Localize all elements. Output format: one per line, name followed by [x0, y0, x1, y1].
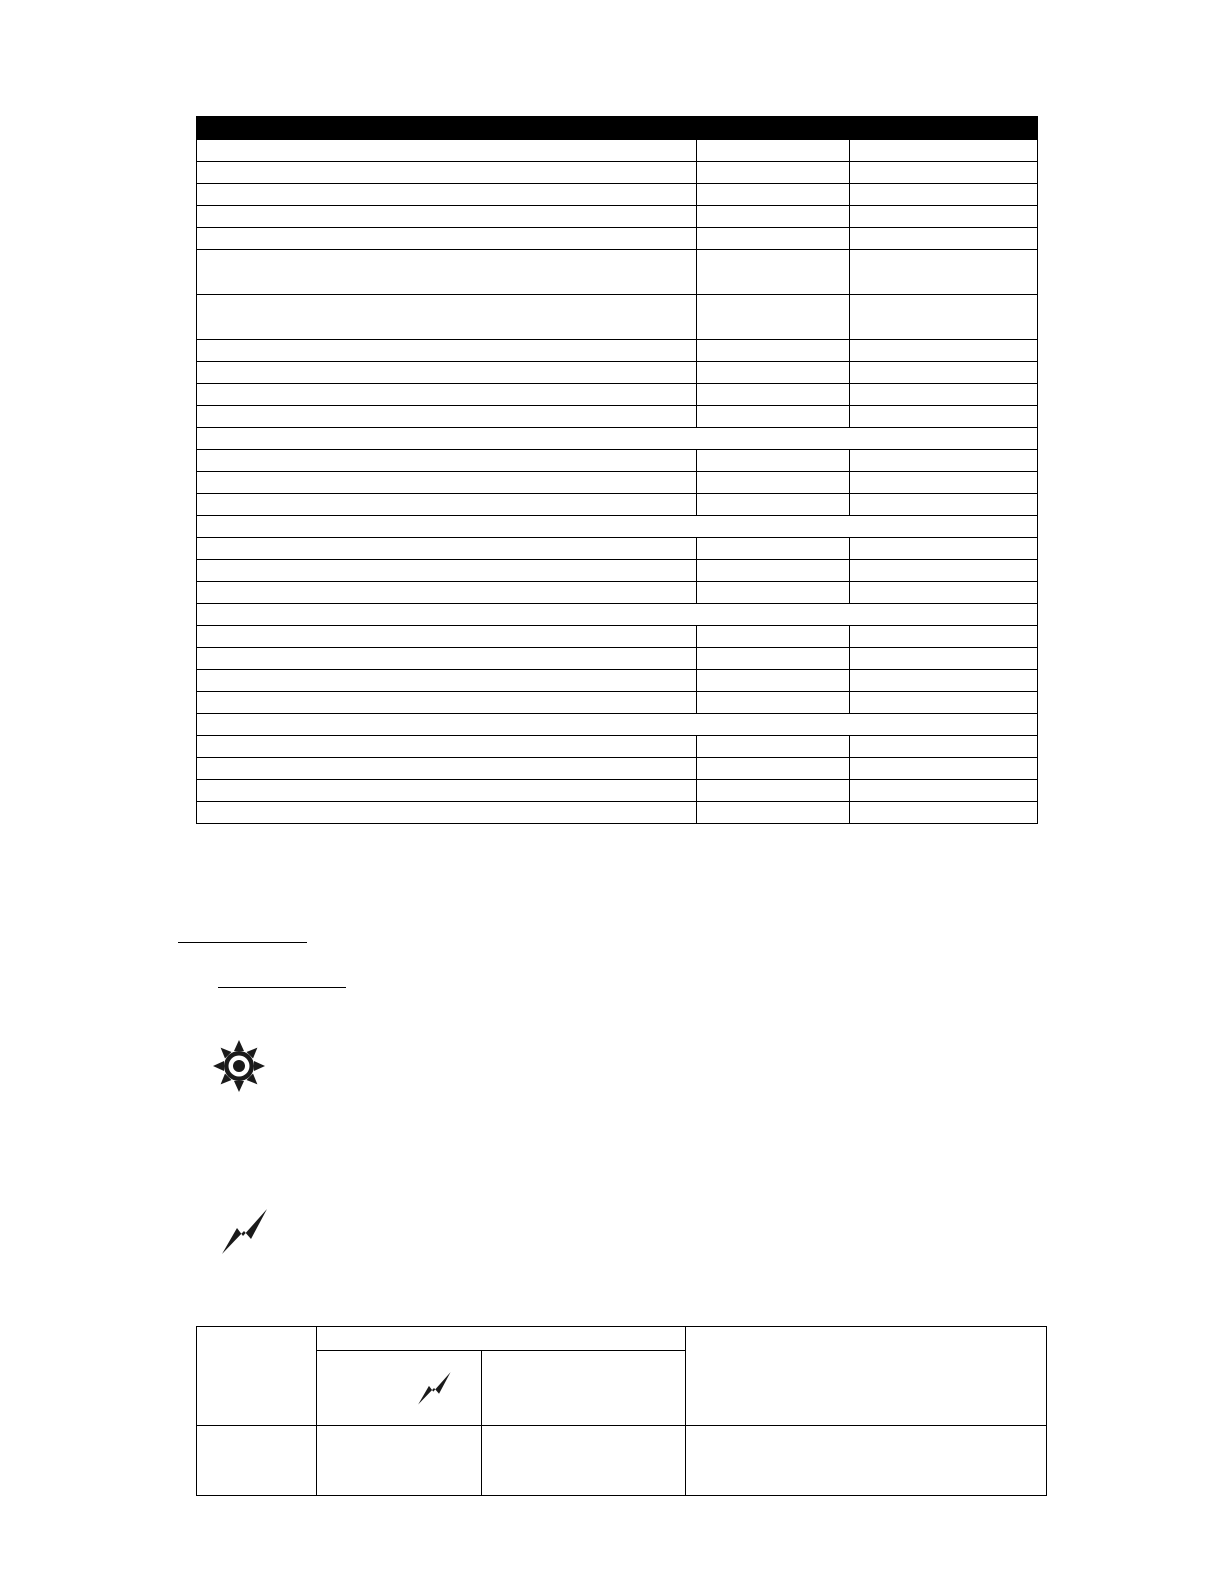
spec-table-cell	[697, 340, 850, 362]
spec-table-cell	[697, 692, 850, 714]
spec-table-cell	[697, 472, 850, 494]
spec-table-cell	[850, 340, 1038, 362]
spec-table-cell	[697, 250, 850, 295]
spec-table-cell	[850, 736, 1038, 758]
spec-table-section-row	[197, 516, 1038, 538]
spec-table-cell	[850, 626, 1038, 648]
spec-table-cell	[197, 450, 697, 472]
spec-table-cell	[850, 228, 1038, 250]
mode-table-cell	[197, 1327, 317, 1426]
spec-table-cell	[850, 250, 1038, 295]
spec-table-row	[197, 184, 1038, 206]
spec-table-row	[197, 780, 1038, 802]
spec-table-cell	[850, 670, 1038, 692]
spec-table-row	[197, 670, 1038, 692]
spec-table-cell	[697, 184, 850, 206]
spec-table-cell	[197, 494, 697, 516]
mode-table-cell	[686, 1426, 1047, 1496]
spec-table-cell	[197, 384, 697, 406]
spec-table-cell	[197, 250, 697, 295]
spec-table-row	[197, 362, 1038, 384]
spec-table-section-cell	[197, 604, 1038, 626]
spec-table-cell	[697, 384, 850, 406]
spec-table-section-cell	[197, 714, 1038, 736]
spec-table-cell	[697, 406, 850, 428]
spec-table-row	[197, 560, 1038, 582]
spec-table-cell	[697, 626, 850, 648]
sun-icon	[211, 1038, 267, 1094]
spec-table-cell	[850, 494, 1038, 516]
mode-table-cell	[482, 1426, 686, 1496]
spec-table-cell	[197, 692, 697, 714]
spec-table-cell	[197, 802, 697, 824]
spec-table-cell	[697, 560, 850, 582]
spec-table-cell	[197, 140, 697, 162]
spec-table-cell	[197, 162, 697, 184]
spec-table-cell	[197, 736, 697, 758]
spec-table-cell	[850, 184, 1038, 206]
spec-table-row	[197, 538, 1038, 560]
spec-table-cell	[850, 384, 1038, 406]
spec-table-cell	[197, 406, 697, 428]
specification-table-body	[197, 117, 1038, 824]
spec-table-cell	[850, 780, 1038, 802]
spec-table-cell	[697, 228, 850, 250]
spec-table-cell	[697, 582, 850, 604]
spec-table-row	[197, 406, 1038, 428]
spec-table-row	[197, 802, 1038, 824]
mode-table-cell	[317, 1426, 482, 1496]
spec-table-row	[197, 250, 1038, 295]
spec-table-row	[197, 162, 1038, 184]
spec-table-cell	[850, 406, 1038, 428]
spec-table-cell	[850, 538, 1038, 560]
spec-table-cell	[197, 758, 697, 780]
spec-table-cell	[197, 184, 697, 206]
spec-table-cell	[850, 362, 1038, 384]
spec-table-cell	[850, 295, 1038, 340]
spec-table-cell	[850, 648, 1038, 670]
spec-table-cell	[197, 472, 697, 494]
spec-table-cell	[697, 670, 850, 692]
spec-table-row	[197, 758, 1038, 780]
spec-table-cell	[197, 626, 697, 648]
lightning-bolt-icon	[415, 1370, 453, 1406]
spec-table-section-row	[197, 714, 1038, 736]
spec-table-cell	[697, 162, 850, 184]
spec-table-row	[197, 206, 1038, 228]
spec-table-cell	[850, 206, 1038, 228]
spec-table-cell	[697, 648, 850, 670]
spec-table-cell	[850, 162, 1038, 184]
spec-table-cell	[197, 648, 697, 670]
spec-table-section-row	[197, 604, 1038, 626]
spec-table-cell	[197, 206, 697, 228]
spec-table-cell	[697, 362, 850, 384]
spec-table-row	[197, 340, 1038, 362]
spec-table-row	[197, 736, 1038, 758]
spec-table-section-row	[197, 428, 1038, 450]
section-heading-underline	[178, 942, 307, 943]
spec-table-cell	[850, 140, 1038, 162]
spec-table-cell	[850, 802, 1038, 824]
spec-table-row	[197, 582, 1038, 604]
mode-table-header-row	[197, 1327, 1047, 1351]
spec-table-cell	[697, 758, 850, 780]
spec-table-cell	[697, 736, 850, 758]
spec-table-row	[197, 450, 1038, 472]
spec-table-cell	[697, 802, 850, 824]
spec-table-cell	[697, 295, 850, 340]
spec-table-row	[197, 494, 1038, 516]
spec-table-cell	[197, 340, 697, 362]
spec-table-cell	[697, 494, 850, 516]
mode-table-row	[197, 1426, 1047, 1496]
spec-table-header-row	[197, 117, 1038, 140]
specification-table	[196, 116, 1038, 824]
spec-table-row	[197, 626, 1038, 648]
spec-table-cell	[197, 560, 697, 582]
spec-table-cell	[197, 780, 697, 802]
spec-table-cell	[197, 582, 697, 604]
mode-table-group-header-cell	[317, 1327, 686, 1351]
spec-table-cell	[850, 692, 1038, 714]
spec-table-row	[197, 140, 1038, 162]
spec-table-row	[197, 692, 1038, 714]
spec-table-cell	[697, 140, 850, 162]
spec-table-cell	[197, 670, 697, 692]
spec-table-row	[197, 295, 1038, 340]
spec-table-section-cell	[197, 428, 1038, 450]
spec-table-row	[197, 648, 1038, 670]
spec-table-cell	[697, 538, 850, 560]
subsection-heading-underline	[218, 987, 346, 988]
spec-table-cell	[197, 362, 697, 384]
spec-table-cell	[850, 450, 1038, 472]
spec-table-cell	[850, 758, 1038, 780]
spec-table-cell	[850, 582, 1038, 604]
spec-table-row	[197, 384, 1038, 406]
spec-table-cell	[697, 206, 850, 228]
mode-table-cell	[197, 1426, 317, 1496]
spec-table-cell	[197, 538, 697, 560]
mode-table	[196, 1326, 1047, 1496]
lightning-bolt-icon	[218, 1206, 270, 1256]
mode-table-cell	[686, 1327, 1047, 1426]
spec-table-cell	[850, 472, 1038, 494]
spec-table-header-cell	[197, 117, 1038, 140]
spec-table-cell	[197, 228, 697, 250]
spec-table-section-cell	[197, 516, 1038, 538]
spec-table-cell	[697, 450, 850, 472]
spec-table-cell	[697, 780, 850, 802]
spec-table-row	[197, 228, 1038, 250]
spec-table-cell	[850, 560, 1038, 582]
mode-table-icon-cell	[317, 1351, 482, 1426]
mode-table-cell	[482, 1351, 686, 1426]
spec-table-cell	[197, 295, 697, 340]
spec-table-row	[197, 472, 1038, 494]
